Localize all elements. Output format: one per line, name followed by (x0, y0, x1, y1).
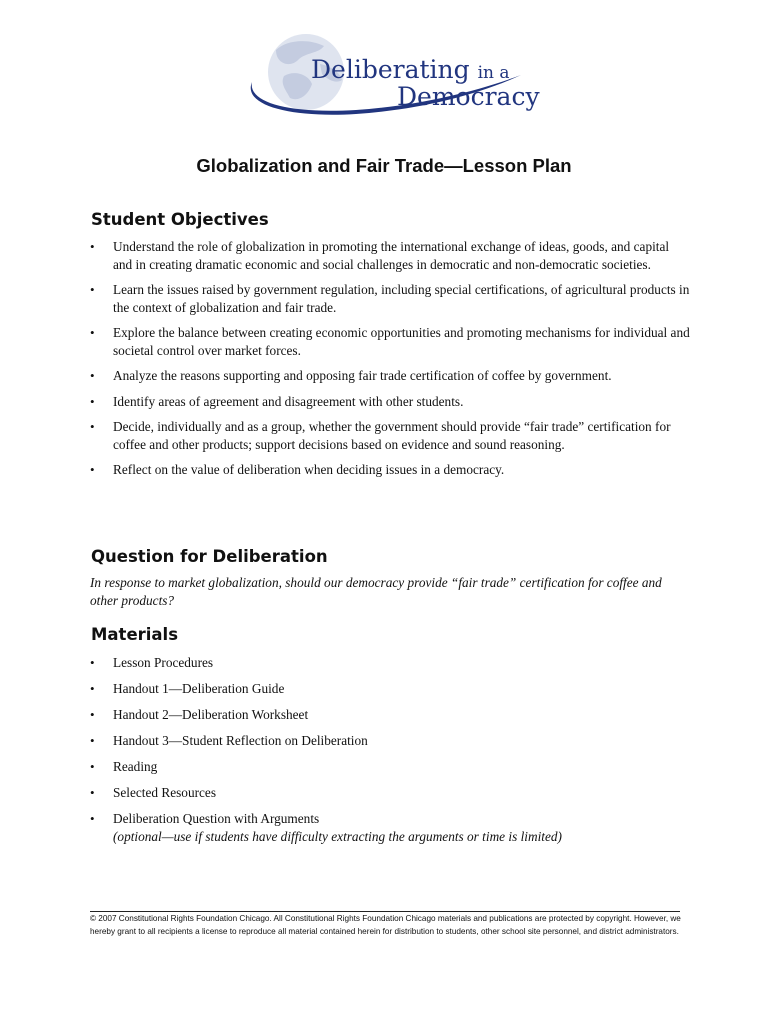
bullet-icon: • (90, 239, 95, 254)
footer-divider (90, 911, 680, 912)
deliberation-question: In response to market globalization, should our democracy provide “fair trade” certification for coffee and other products? (90, 575, 662, 608)
list-item: • Reading (90, 759, 158, 774)
list-item: • Learn the issues raised by government regulation, including special certifications, of agricultural products in the context of globalization and fair trade. (90, 282, 690, 315)
bullet-icon: • (90, 419, 95, 434)
list-item: • Deliberation Question with Arguments (optional—use if students have difficulty extracting the arguments or time is limited) (90, 810, 690, 845)
deliberation-heading: Question for Deliberation (91, 547, 328, 566)
bullet-icon: • (90, 462, 95, 477)
logo-text-line1: Deliberating in a (311, 55, 510, 84)
bullet-icon: • (90, 368, 95, 383)
list-item: • Analyze the reasons supporting and opposing fair trade certification of coffee by government. (90, 368, 612, 383)
objectives-list (90, 238, 690, 487)
list-item: • Lesson Procedures (90, 655, 214, 670)
optional-note: (optional—use if students have difficulty extracting the arguments or time is limited) (113, 828, 562, 844)
list-item: • Identify areas of agreement and disagreement with other students. (90, 393, 464, 409)
bullet-icon: • (90, 282, 95, 297)
bullet-icon: • (90, 325, 95, 340)
materials-list (90, 654, 690, 854)
deliberating-in-a-democracy-logo (246, 30, 540, 130)
list-item: • Reflect on the value of deliberation when deciding issues in a democracy. (90, 462, 505, 477)
copyright-footer: © 2007 Constitutional Rights Foundation Chicago. All Constitutional Rights Foundation Chicago materials and publications are protected by copyright. However, we hereby grant to all recipients a license to reproduce all material contained herein for distribution to students, other school site personnel, and district administrators. (90, 914, 681, 936)
bullet-icon: • (90, 811, 95, 826)
bullet-icon: • (90, 733, 95, 748)
list-item: • Decide, individually and as a group, whether the government should provide “fair trade” certification for coffee and other products; support decisions based on evidence and sound reasoning. (90, 419, 671, 452)
list-item: • Explore the balance between creating economic opportunities and promoting mechanisms for individual and societal control over market forces. (90, 325, 690, 358)
bullet-icon: • (90, 681, 95, 696)
list-item: • Understand the role of globalization in promoting the international exchange of ideas, goods, and capital and in creating dramatic economic and social challenges in democratic and non-democratic societies. (90, 239, 670, 272)
bullet-icon: • (90, 785, 95, 800)
page-title: Globalization and Fair Trade—Lesson Plan (196, 155, 572, 176)
bullet-icon: • (90, 759, 95, 774)
list-item: • Handout 3—Student Reflection on Deliberation (90, 733, 368, 748)
list-item: • Handout 1—Deliberation Guide (90, 681, 285, 696)
list-item: • Handout 2—Deliberation Worksheet (90, 707, 309, 722)
bullet-icon: • (90, 707, 95, 722)
materials-heading: Materials (91, 625, 179, 644)
bullet-icon: • (90, 655, 95, 670)
bullet-icon: • (90, 393, 95, 409)
objectives-heading: Student Objectives (91, 210, 269, 229)
list-item: • Selected Resources (90, 785, 217, 800)
logo-text-line2: Democracy (397, 82, 540, 111)
